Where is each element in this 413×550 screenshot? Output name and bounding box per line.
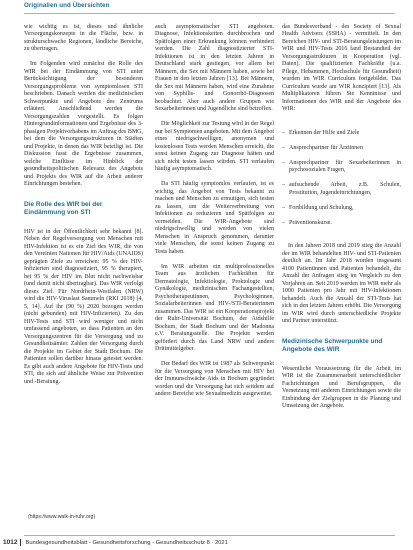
section-heading: Die Rolle des WIR bei der Eindämmung von STI [24, 201, 103, 216]
list-item: – Präventionskurse. [282, 220, 401, 228]
paragraph: Im WIR arbeiten ein multiprofessionelles Team aus ärztlichen Fachkräften für Dermatologie, Infektiologie, Proktologie und Gynäkologie, medizinischen Fachangestellten, Psychotherapeutinnen, Psychologinnen, Sozialarbeiterinnen und HIV-/STI-Beraterinnen zusammen. Das WIR ist ein Kooperationsprojekt der Ruhr-Universität Bochum, der Aidshilfe Bochum, der Stadt Bochum und der Madonna e.V. Beratungsstelle. Die Projekte werden gefördert durch das Land NRW und andere Drittmittelgeber. [155, 263, 274, 352]
column-right [282, 16, 401, 418]
paragraph: Wesentliche Voraussetzung für die Arbeit im WIR ist die Zusammenarbeit unterschiedlicher Fachrichtungen und Berufsgruppen, die Vernetzung mit anderen Einrichtungen sowie die Einbindung der Zielgruppen in die Planung und Umsetzung der Angebote. [282, 365, 401, 409]
paragraph: HIV ist in der Öffentlichkeit sehr bekannt [8]. Neben der Regelversorgung von Menschen mit HIV-Infektion ist es ein Ziel des WIR, die von den Vereinten Nationen für HIV/Aids (UNAIDS) geprägten Ziele zu erreichen: 95 % der HIV-Infizierten sind diagnostiziert, 95 % therapiert, bei 95 % der HIV im Blut nicht nachweisbar (und damit nicht übertragbar). Das WIR verfolgt dieses Ziel. Für Nordrhein-Westfalen (NRW) wird die HIV-Viruslast Sammeln (RKI 2018) [4, 5, 14]. Auf ihr (90 %) 2020 bezogen werden (nicht gebunden) mit HIV-Infizierten). Zu den HIV-Tests und STI wird weniger und nicht umfassend angeboten, so dass Patienten an den Versorgungszentren für die Versorgung und zu Gesundheitsämter. Zahlen der Versorgung durch die Projekte im Gebiet der Stadt Bochum. Die Patienten sollen darüber hinaus getestet werden. Es gibt auch andere Angebote für HIV-Tests und STI, die sich auf ähnliche Weise zur Prävention und -Beratung. [24, 228, 143, 385]
paragraph: In den Jahren 2018 und 2019 stieg die Anzahl der im WIR behandelten HIV- und STI-Patienten deutlich an. Im Jahr 2018 wurden insgesamt 4100 Patientinnen und Patienten behandelt, die Anzahl der Anfragen stieg im Vergleich zu den Vorjahren an. Seit 2019 werden im WIR mehr als 1000 Patienten pro Jahr mit HIV-Infektionen behandelt. Auch die Anzahl der STI-Tests hat sich in den letzten Jahren erhöht. Die Versorgung im WIR wird durch unterschiedliche Projekte und Partner unterstützt. [282, 243, 401, 324]
list-item: – Fortbildung und Schulung, [282, 205, 401, 213]
header-divider [24, 13, 395, 14]
column-left [24, 16, 143, 394]
bullet-list [282, 122, 401, 235]
list-item: – Erkennen der Hilfe und Ziele [282, 130, 401, 138]
paragraph: Die Möglichkeit zur Testung wird in der Regel nur bei Symptomen angeboten. Mit dem Angebot eines niedrigschwelligen, anonymen und kostenlosen Tests werden Menschen erreicht, die sonst keinen Zugang zur Diagnose hätten und sich nicht testen lassen würden. STI verlaufen häufig asymptomatisch. [155, 121, 274, 172]
section-header: Originalien und Übersichten [24, 2, 110, 9]
paragraph: Im Folgenden wird zunächst die Rolle des WIR bei der Eindämmung von STI unter Berücksichtigung der besonderen Versorgungsprobleme von symptomlosen STI beschrieben. Danach werden die medizinischen Schwerpunkte und Angebote des Zentrums erläutert. Anschließend werden die Versorgungszahlen vorgestellt. Es folgen Hintergrundinformationen und Ergebnisse des 3-phasigen Projektvorhabens im Auftrag des BMG, bei dem die Versorgungsstrukturen in Städten und Projekte, in denen das WIR beteiligt ist. Die Diskussion fasst die Ergebnisse zusammen, welche Einflüsse im Hinblick der gesundheitspolitischen Relevanz des Angebots und Projekts des WIR auf die Arbeit anderer Einrichtungen bestehen. [24, 61, 143, 187]
paragraph: Der Bedarf des WIR ist 1987 als Schwerpunkt für die Versorgung von Menschen mit HIV bei der Immunschwäche Aids in Bochum gegründet worden und die Versorgung hat sich seitdem auf andere Bereiche wie Sexualmedizin ausgeweitet. [155, 361, 274, 397]
footer-divider [24, 535, 395, 536]
list-item: – Ansprechpartner für Ärztinnen [282, 145, 401, 153]
paragraph: wie wichtig es ist, dieses und ähnliche Versorgungskonzepte in die Fläche, bzw. in strukturschwache Regionen, ländliche Bereiche, zu übertragen. [24, 23, 143, 52]
list-item: – Ansprechpartner für Sexarbeiterinnen in psychosozialen Fragen, [282, 160, 401, 175]
list-item: – aufsuchende Arbeit, z.B. Schulen, Prostitution, Jugendeinrichtungen, [282, 182, 401, 197]
paragraph: das Bundesverband - des Society of Sexual Health Advisers (SSHA) - vermittelt. In den Bereichen HIV- und STI-Beratungsleistungen im WIR und HIV-Tests 2016 fand Bestandteil der Versorgungsstrukturen in Kooperation (vgl. Daten). Die qualifizierten Fachkräfte (u.a. Pflege, Hebammen, Hochschule für Gesundheit) wurden im WIR Curriculum fortgebildet. Das Curriculum wurde am WIR konzipiert [13]. Als Multiplikatoren führen Sie Kenntnisse und Informationen des WIR und der Angebote des WIR: [282, 23, 401, 112]
section-heading: Medizinische Schwerpunkte und Angebote des WIR [282, 338, 383, 353]
website-link[interactable]: (https://www.walk-in-ruhr.org) [28, 514, 96, 520]
footer-separator [20, 539, 21, 546]
journal-citation: Bundesgesundheitsblatt - Gesundheitsforschung - Gesundheitsschutz 8 · 2021 [25, 540, 228, 547]
paragraph: Da STI häufig symptomlos verlaufen, ist es wichtig, das Angebot von Tests bekannt zu machen und Menschen zu ermutigen, sich testen zu lassen, um die Weiterverbreitung von Infektionen zu reduzieren und Spätfolgen zu vermeiden. Die WIR-Angebote sind niedrigschwellig und werden von vielen Menschen in Anspruch genommen, darunter viele Menschen, die sonst keinen Zugang zu Tests haben. [155, 181, 274, 255]
column-middle [155, 16, 274, 406]
paragraph: auch asymptomatischer STI angeboten. Diagnose, Infektionsketten durchbrochen und Spätfolgen einer Erkrankung können verhindert werden. Die Zahl diagnostizierter STI-Infektionen ist in den letzten Jahren in Deutschland stark gestiegen, vor allem bei Männern, die Sex mit Männern haben, sowie bei Frauen in den letzten Jahren [13]. Bei Männern, die Sex mit Männern haben, wird eine Zunahme von Syphilis- und Gonorrhö-Diagnosen beobachtet. Aber auch andere Gruppen wie Sexarbeiterinnen und Jugendliche sind betroffen. [155, 23, 274, 112]
page-footer [3, 539, 228, 546]
page-number: 1012 [3, 539, 18, 547]
